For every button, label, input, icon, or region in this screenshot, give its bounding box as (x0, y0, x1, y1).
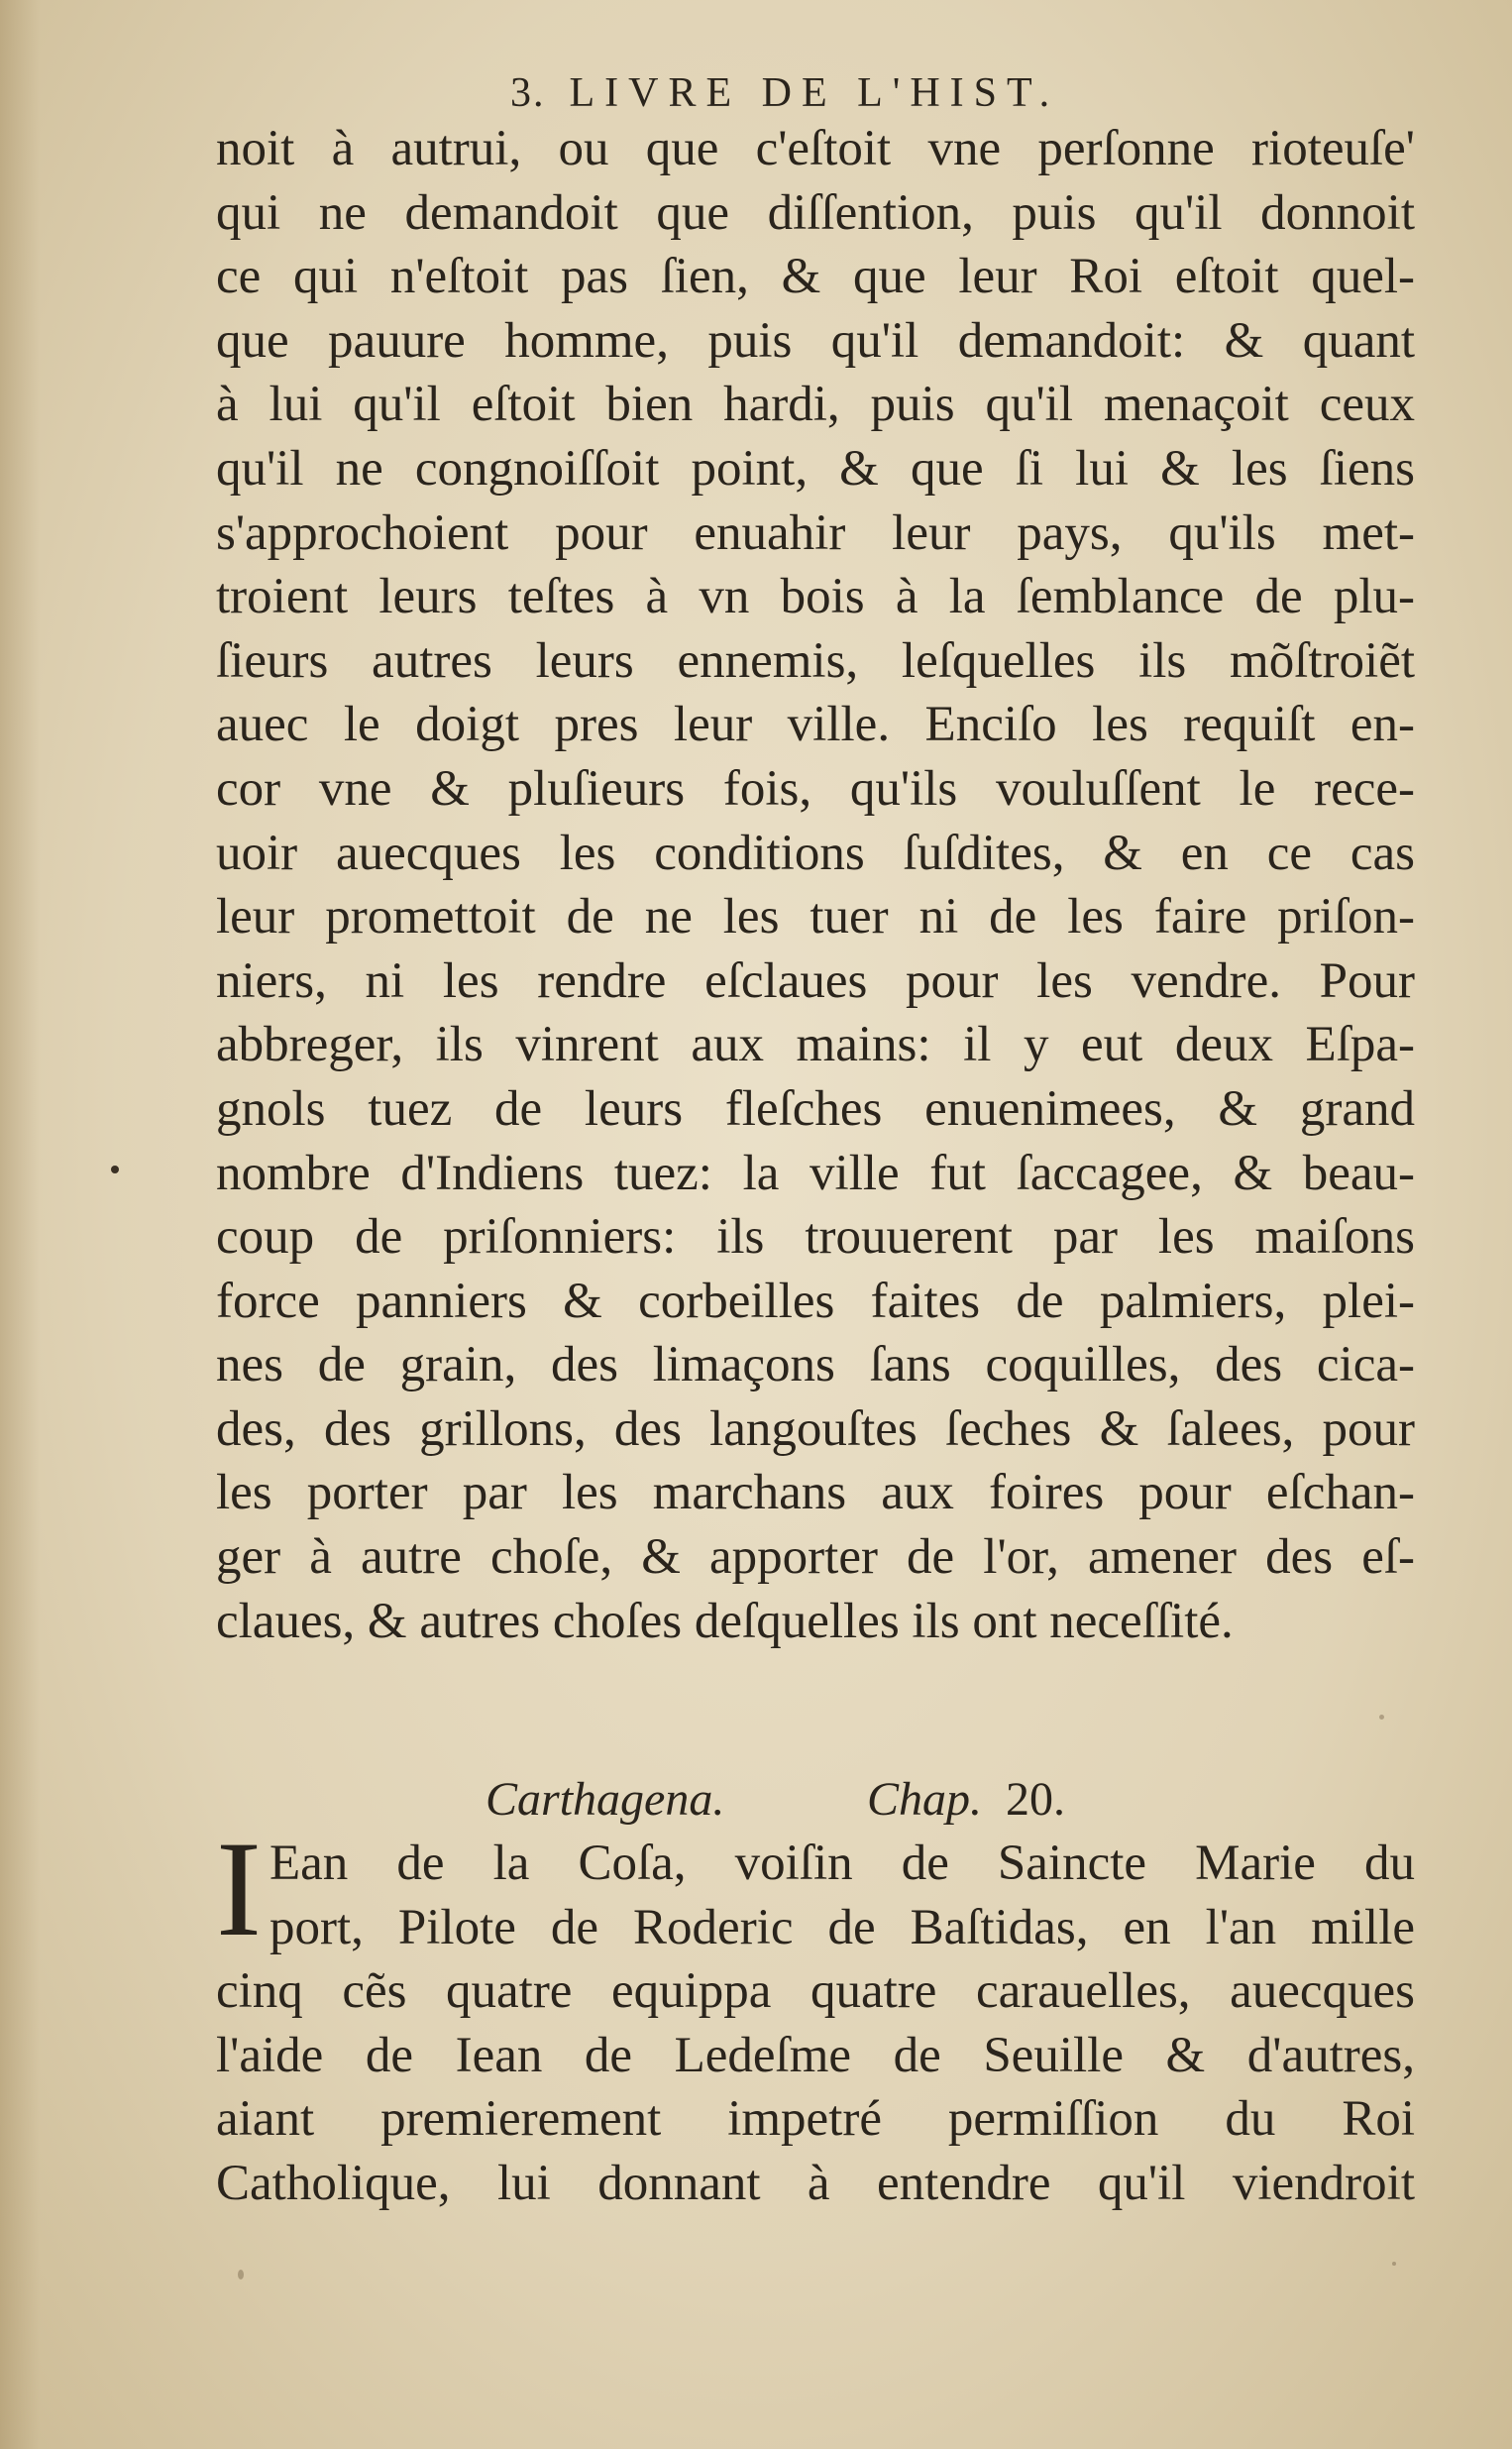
page-number: 3. (510, 70, 546, 116)
paper-speck (238, 2270, 244, 2280)
text-line: ce qui n'eſtoit pas ſien, & que leur Roi eſtoit quel- (216, 249, 1415, 305)
text-line: l'aide de Iean de Ledeſme de Seuille & d'autres, (216, 2027, 1415, 2083)
text-line: troient leurs teſtes à vn bois à la ſemblance de plu- (216, 569, 1415, 625)
text-line: coup de priſonniers: ils trouuerent par les maiſons (216, 1209, 1415, 1266)
text-line: qu'il ne congnoiſſoit point, & que ſi lui & les ſiens (216, 440, 1415, 497)
drop-cap: I (216, 1813, 262, 1964)
text-line: ſieurs autres leurs ennemis, leſquelles ils mõſtroiẽt (216, 632, 1415, 689)
text-line: que pauure homme, puis qu'il demandoit: & quant (216, 312, 1415, 369)
text-line: force panniers & corbeilles faites de palmiers, plei- (216, 1273, 1415, 1329)
text-line: port, Pilote de Roderic de Baſtidas, en l'an mille (269, 1899, 1415, 1955)
text-line: cinq cẽs quatre equippa quatre carauelles, auecques (216, 1963, 1415, 2020)
chapter-number: 20. (1006, 1773, 1065, 1826)
text-line: cor vne & pluſieurs fois, qu'ils vouluſſent le rece- (216, 760, 1415, 817)
chapter-text (216, 1813, 1415, 2216)
text-line: Catholique, lui donnant à entendre qu'il viendroit (216, 2155, 1415, 2211)
text-line: claues, & autres choſes deſquelles ils ont neceſſité. (216, 1593, 1234, 1649)
running-title: LIVRE DE L'HIST. (569, 70, 1060, 116)
text-line: nes de grain, des limaçons ſans coquilles, des cica- (216, 1337, 1415, 1393)
text-line: à lui qu'il eſtoit bien hardi, puis qu'il menaçoit ceux (216, 377, 1415, 433)
text-line: les porter par les marchans aux foires pour eſchan- (216, 1465, 1415, 1521)
chapter-label: Chap. (867, 1773, 983, 1826)
body-text (216, 117, 1415, 1653)
chapter-heading (486, 1772, 1199, 1827)
chapter-title: Carthagena. (486, 1773, 725, 1826)
text-line: leur promettoit de ne les tuer ni de les faire priſon- (216, 889, 1415, 946)
margin-mark (111, 1166, 119, 1173)
text-line: gnols tuez de leurs fleſches enuenimees, & grand (216, 1080, 1415, 1137)
text-line: des, des grillons, des langouſtes ſeches & ſalees, pour (216, 1400, 1415, 1457)
text-line: noit à autrui, ou que c'eſtoit vne perſonne rioteuſe' (216, 121, 1415, 176)
text-line: uoir auecques les conditions ſuſdites, & en ce cas (216, 825, 1415, 881)
paper-speck (1392, 2262, 1396, 2266)
running-head (510, 69, 1204, 117)
text-line: auec le doigt pres leur ville. Enciſo les requiſt en- (216, 697, 1415, 753)
paper-speck (1379, 1715, 1384, 1720)
text-line: nombre d'Indiens tuez: la ville fut ſaccagee, & beau- (216, 1145, 1415, 1201)
text-line: qui ne demandoit que diſſention, puis qu'il donnoit (216, 184, 1415, 241)
text-line: s'approchoient pour enuahir leur pays, qu'ils met- (216, 504, 1415, 561)
text-line: Ean de la Coſa, voiſin de Saincte Marie du (269, 1836, 1415, 1891)
text-line: aiant premierement impetré permiſſion du Roi (216, 2091, 1415, 2148)
text-line: ger à autre choſe, & apporter de l'or, amener des eſ- (216, 1529, 1415, 1586)
text-line: niers, ni les rendre eſclaues pour les vendre. Pour (216, 952, 1415, 1009)
text-line: abbreger, ils vinrent aux mains: il y eut deux Eſpa- (216, 1017, 1415, 1073)
